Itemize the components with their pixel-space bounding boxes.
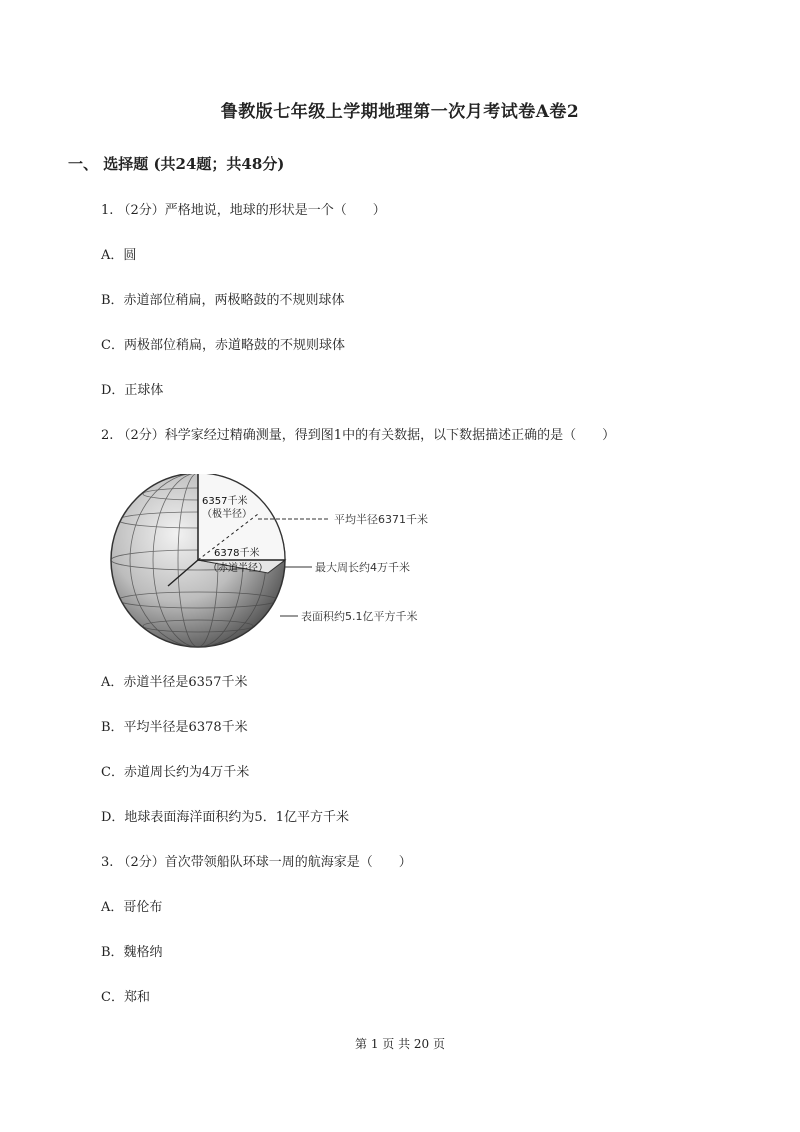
callout-circumference: 最大周长约4万千米 bbox=[315, 561, 410, 574]
section-heading: 一、 选择题 (共24题；共48分) bbox=[68, 155, 285, 173]
polar-radius-label: （极半径） bbox=[202, 509, 252, 520]
q3-option-b: B．魏格纳 bbox=[101, 945, 163, 960]
q1-option-a: A．圆 bbox=[101, 248, 137, 263]
q2-option-d: D．地球表面海洋面积约为5．1亿平方千米 bbox=[101, 810, 349, 825]
q1-option-c: C．两极部位稍扁，赤道略鼓的不规则球体 bbox=[101, 338, 345, 353]
page-title: 鲁教版七年级上学期地理第一次月考试卷A卷2 bbox=[220, 102, 580, 122]
q1-option-d: D．正球体 bbox=[101, 383, 164, 398]
q2-option-b: B．平均半径是6378千米 bbox=[101, 720, 248, 735]
q2-option-a: A．赤道半径是6357千米 bbox=[101, 675, 248, 690]
page-footer: 第 1 页 共 20 页 bbox=[355, 1037, 445, 1051]
equatorial-radius-value: 6378千米 bbox=[214, 548, 260, 559]
question-2: 2. （2分）科学家经过精确测量，得到图1中的有关数据，以下数据描述正确的是（ ） bbox=[101, 428, 616, 443]
q3-option-c: C．郑和 bbox=[101, 990, 150, 1005]
q3-option-a: A．哥伦布 bbox=[101, 900, 163, 915]
polar-radius-value: 6357千米 bbox=[202, 496, 248, 507]
callout-surface-area: 表面积约5.1亿平方千米 bbox=[301, 610, 418, 623]
q1-option-b: B．赤道部位稍扁，两极略鼓的不规则球体 bbox=[101, 293, 345, 308]
question-3: 3. （2分）首次带领船队环球一周的航海家是（ ） bbox=[101, 855, 412, 870]
equatorial-radius-label: （赤道半径） bbox=[208, 563, 268, 574]
q2-option-c: C．赤道周长约为4万千米 bbox=[101, 765, 250, 780]
callout-mean-radius: 平均半径6371千米 bbox=[334, 513, 428, 526]
earth-diagram bbox=[108, 474, 468, 650]
question-1: 1. （2分）严格地说，地球的形状是一个（ ） bbox=[101, 203, 386, 218]
